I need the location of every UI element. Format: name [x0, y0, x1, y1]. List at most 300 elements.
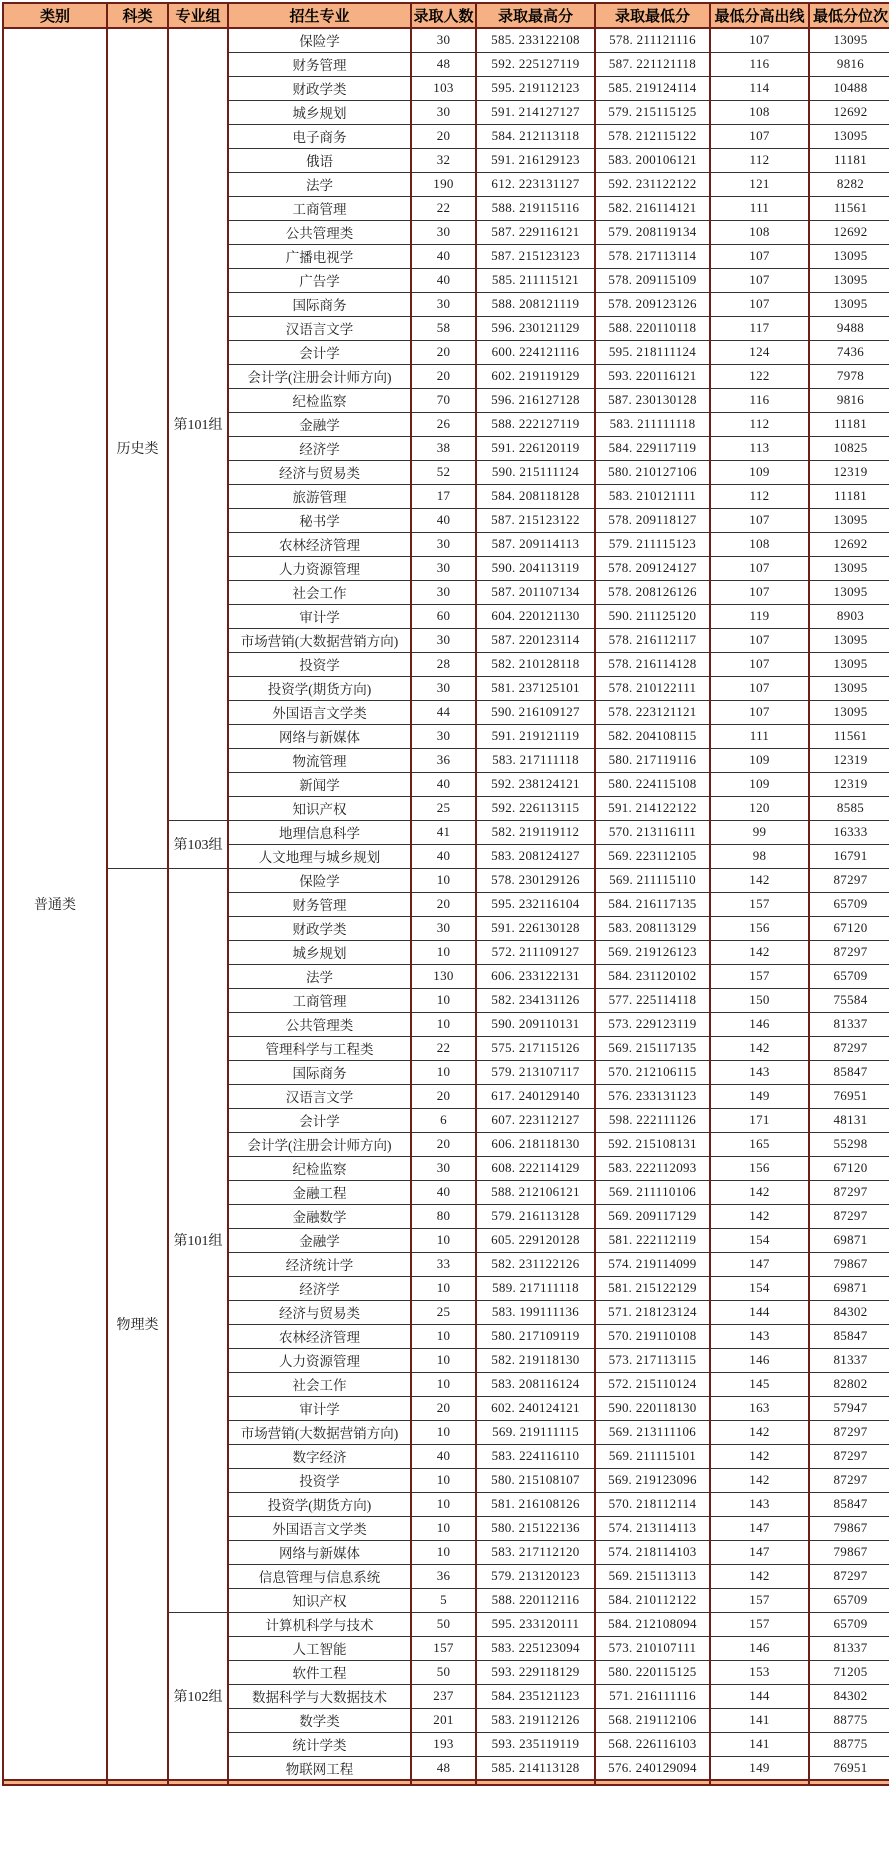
above-line-cell: 107 — [710, 628, 809, 652]
min-score-cell: 569. 209117129 — [595, 1204, 710, 1228]
major-cell: 财务管理 — [228, 52, 411, 76]
max-score-cell: 580. 217109119 — [476, 1324, 595, 1348]
min-score-cell: 592. 215108131 — [595, 1132, 710, 1156]
count-cell: 38 — [411, 436, 476, 460]
table-row — [3, 868, 889, 892]
count-cell: 190 — [411, 172, 476, 196]
max-score-cell: 602. 219119129 — [476, 364, 595, 388]
count-cell: 50 — [411, 1660, 476, 1684]
rank-cell: 13095 — [809, 292, 889, 316]
min-score-cell: 569. 223112105 — [595, 844, 710, 868]
above-line-cell: 117 — [710, 316, 809, 340]
major-cell: 计算机科学与技术 — [228, 1612, 411, 1636]
max-score-cell: 584. 208118128 — [476, 484, 595, 508]
rank-cell: 84302 — [809, 1300, 889, 1324]
rank-cell: 16333 — [809, 820, 889, 844]
rank-cell: 13095 — [809, 676, 889, 700]
table-header — [3, 3, 889, 28]
rank-cell: 12692 — [809, 100, 889, 124]
max-score-cell: 580. 215122136 — [476, 1516, 595, 1540]
above-line-cell: 107 — [710, 652, 809, 676]
min-score-cell: 578. 212115122 — [595, 124, 710, 148]
max-score-cell: 589. 217111118 — [476, 1276, 595, 1300]
above-line-cell: 157 — [710, 1588, 809, 1612]
above-line-cell: 142 — [710, 940, 809, 964]
rank-cell: 8903 — [809, 604, 889, 628]
max-score-cell: 583. 208116124 — [476, 1372, 595, 1396]
min-score-cell: 590. 220118130 — [595, 1396, 710, 1420]
count-cell: 10 — [411, 988, 476, 1012]
table-body — [3, 28, 889, 1785]
rank-cell: 12692 — [809, 532, 889, 556]
rank-cell: 81337 — [809, 1348, 889, 1372]
rank-cell: 87297 — [809, 1444, 889, 1468]
count-cell: 237 — [411, 1684, 476, 1708]
rank-cell: 13095 — [809, 628, 889, 652]
min-score-cell: 591. 214122122 — [595, 796, 710, 820]
major-cell: 投资学(期货方向) — [228, 676, 411, 700]
count-cell: 22 — [411, 1036, 476, 1060]
above-line-cell: 143 — [710, 1492, 809, 1516]
above-line-cell: 143 — [710, 1060, 809, 1084]
max-score-cell: 587. 215123123 — [476, 244, 595, 268]
above-line-cell: 122 — [710, 364, 809, 388]
count-cell: 40 — [411, 508, 476, 532]
count-cell: 130 — [411, 964, 476, 988]
col-header-above-line: 最低分高出线 — [710, 3, 809, 28]
major-cell: 汉语言文学 — [228, 316, 411, 340]
count-cell: 22 — [411, 196, 476, 220]
max-score-cell: 584. 235121123 — [476, 1684, 595, 1708]
rank-cell: 13095 — [809, 700, 889, 724]
count-cell: 36 — [411, 1564, 476, 1588]
min-score-cell: 569. 219123096 — [595, 1468, 710, 1492]
min-score-cell: 582. 216114121 — [595, 196, 710, 220]
count-cell: 10 — [411, 1420, 476, 1444]
min-score-cell: 584. 210112122 — [595, 1588, 710, 1612]
major-cell: 网络与新媒体 — [228, 1540, 411, 1564]
major-cell: 金融工程 — [228, 1180, 411, 1204]
min-score-cell: 578. 209118127 — [595, 508, 710, 532]
count-cell: 20 — [411, 340, 476, 364]
min-score-cell: 580. 220115125 — [595, 1660, 710, 1684]
major-cell: 农林经济管理 — [228, 532, 411, 556]
above-line-cell: 112 — [710, 148, 809, 172]
min-score-cell: 578. 209115109 — [595, 268, 710, 292]
rank-cell: 9816 — [809, 388, 889, 412]
rank-cell: 13095 — [809, 244, 889, 268]
cutoff-next-header-cell — [228, 1780, 411, 1785]
max-score-cell: 591. 226120119 — [476, 436, 595, 460]
above-line-cell: 108 — [710, 220, 809, 244]
above-line-cell: 147 — [710, 1516, 809, 1540]
above-line-cell: 142 — [710, 1204, 809, 1228]
min-score-cell: 571. 218123124 — [595, 1300, 710, 1324]
max-score-cell: 606. 233122131 — [476, 964, 595, 988]
count-cell: 10 — [411, 868, 476, 892]
above-line-cell: 107 — [710, 28, 809, 52]
max-score-cell: 588. 220112116 — [476, 1588, 595, 1612]
max-score-cell: 572. 211109127 — [476, 940, 595, 964]
rank-cell: 11561 — [809, 196, 889, 220]
max-score-cell: 585. 214113128 — [476, 1756, 595, 1780]
rank-cell: 48131 — [809, 1108, 889, 1132]
rank-cell: 88775 — [809, 1732, 889, 1756]
max-score-cell: 583. 219112126 — [476, 1708, 595, 1732]
major-cell: 城乡规划 — [228, 940, 411, 964]
count-cell: 20 — [411, 892, 476, 916]
max-score-cell: 583. 217112120 — [476, 1540, 595, 1564]
max-score-cell: 592. 238124121 — [476, 772, 595, 796]
major-cell: 会计学(注册会计师方向) — [228, 1132, 411, 1156]
above-line-cell: 142 — [710, 1468, 809, 1492]
max-score-cell: 588. 219115116 — [476, 196, 595, 220]
count-cell: 103 — [411, 76, 476, 100]
above-line-cell: 109 — [710, 460, 809, 484]
max-score-cell: 592. 225127119 — [476, 52, 595, 76]
count-cell: 10 — [411, 1012, 476, 1036]
rank-cell: 10488 — [809, 76, 889, 100]
major-cell: 知识产权 — [228, 1588, 411, 1612]
above-line-cell: 109 — [710, 772, 809, 796]
above-line-cell: 142 — [710, 1180, 809, 1204]
major-cell: 国际商务 — [228, 1060, 411, 1084]
min-score-cell: 587. 230130128 — [595, 388, 710, 412]
subject-cell: 历史类 — [107, 28, 168, 868]
admission-score-table — [2, 2, 889, 1786]
above-line-cell: 98 — [710, 844, 809, 868]
group-cell: 第102组 — [168, 1612, 228, 1780]
count-cell: 50 — [411, 1612, 476, 1636]
cutoff-next-header-cell — [710, 1780, 809, 1785]
max-score-cell: 592. 226113115 — [476, 796, 595, 820]
major-cell: 金融学 — [228, 412, 411, 436]
above-line-cell: 149 — [710, 1756, 809, 1780]
count-cell: 10 — [411, 1348, 476, 1372]
max-score-cell: 583. 225123094 — [476, 1636, 595, 1660]
above-line-cell: 147 — [710, 1252, 809, 1276]
min-score-cell: 576. 240129094 — [595, 1756, 710, 1780]
major-cell: 保险学 — [228, 868, 411, 892]
max-score-cell: 585. 211115121 — [476, 268, 595, 292]
min-score-cell: 570. 219110108 — [595, 1324, 710, 1348]
major-cell: 会计学 — [228, 340, 411, 364]
max-score-cell: 581. 237125101 — [476, 676, 595, 700]
min-score-cell: 587. 221121118 — [595, 52, 710, 76]
count-cell: 52 — [411, 460, 476, 484]
major-cell: 人力资源管理 — [228, 1348, 411, 1372]
rank-cell: 69871 — [809, 1276, 889, 1300]
min-score-cell: 569. 213111106 — [595, 1420, 710, 1444]
count-cell: 193 — [411, 1732, 476, 1756]
above-line-cell: 124 — [710, 340, 809, 364]
min-score-cell: 569. 211115110 — [595, 868, 710, 892]
above-line-cell: 150 — [710, 988, 809, 1012]
count-cell: 40 — [411, 1444, 476, 1468]
max-score-cell: 591. 219121119 — [476, 724, 595, 748]
major-cell: 投资学(期货方向) — [228, 1492, 411, 1516]
above-line-cell: 142 — [710, 1036, 809, 1060]
cutoff-next-header-cell — [107, 1780, 168, 1785]
count-cell: 48 — [411, 1756, 476, 1780]
above-line-cell: 109 — [710, 748, 809, 772]
rank-cell: 65709 — [809, 1612, 889, 1636]
min-score-cell: 576. 233131123 — [595, 1084, 710, 1108]
major-cell: 广播电视学 — [228, 244, 411, 268]
col-header-major-group: 专业组 — [168, 3, 228, 28]
major-cell: 电子商务 — [228, 124, 411, 148]
count-cell: 10 — [411, 1492, 476, 1516]
min-score-cell: 582. 204108115 — [595, 724, 710, 748]
max-score-cell: 588. 212106121 — [476, 1180, 595, 1204]
major-cell: 人文地理与城乡规划 — [228, 844, 411, 868]
max-score-cell: 595. 232116104 — [476, 892, 595, 916]
max-score-cell: 596. 230121129 — [476, 316, 595, 340]
major-cell: 农林经济管理 — [228, 1324, 411, 1348]
major-cell: 外国语言文学类 — [228, 1516, 411, 1540]
count-cell: 10 — [411, 940, 476, 964]
min-score-cell: 578. 211121116 — [595, 28, 710, 52]
above-line-cell: 107 — [710, 556, 809, 580]
cutoff-next-header-cell — [168, 1780, 228, 1785]
above-line-cell: 111 — [710, 724, 809, 748]
major-cell: 人力资源管理 — [228, 556, 411, 580]
min-score-cell: 573. 229123119 — [595, 1012, 710, 1036]
min-score-cell: 588. 220110118 — [595, 316, 710, 340]
major-cell: 旅游管理 — [228, 484, 411, 508]
max-score-cell: 590. 204113119 — [476, 556, 595, 580]
rank-cell: 87297 — [809, 1180, 889, 1204]
above-line-cell: 146 — [710, 1012, 809, 1036]
rank-cell: 87297 — [809, 1204, 889, 1228]
rank-cell: 87297 — [809, 868, 889, 892]
min-score-cell: 580. 217119116 — [595, 748, 710, 772]
major-cell: 经济与贸易类 — [228, 1300, 411, 1324]
count-cell: 157 — [411, 1636, 476, 1660]
rank-cell: 67120 — [809, 1156, 889, 1180]
rank-cell: 13095 — [809, 268, 889, 292]
table-row — [3, 28, 889, 52]
count-cell: 20 — [411, 1396, 476, 1420]
above-line-cell: 147 — [710, 1540, 809, 1564]
max-score-cell: 583. 224116110 — [476, 1444, 595, 1468]
max-score-cell: 583. 217111118 — [476, 748, 595, 772]
col-header-major: 招生专业 — [228, 3, 411, 28]
major-cell: 法学 — [228, 964, 411, 988]
major-cell: 金融学 — [228, 1228, 411, 1252]
above-line-cell: 171 — [710, 1108, 809, 1132]
max-score-cell: 579. 216113128 — [476, 1204, 595, 1228]
above-line-cell: 107 — [710, 124, 809, 148]
count-cell: 10 — [411, 1228, 476, 1252]
rank-cell: 16791 — [809, 844, 889, 868]
max-score-cell: 590. 209110131 — [476, 1012, 595, 1036]
count-cell: 30 — [411, 28, 476, 52]
rank-cell: 11181 — [809, 484, 889, 508]
count-cell: 20 — [411, 1132, 476, 1156]
count-cell: 30 — [411, 676, 476, 700]
above-line-cell: 157 — [710, 892, 809, 916]
major-cell: 物联网工程 — [228, 1756, 411, 1780]
major-cell: 财务管理 — [228, 892, 411, 916]
count-cell: 30 — [411, 724, 476, 748]
min-score-cell: 574. 219114099 — [595, 1252, 710, 1276]
col-header-category: 类别 — [3, 3, 107, 28]
above-line-cell: 154 — [710, 1228, 809, 1252]
col-header-rank: 最低分位次 — [809, 3, 889, 28]
major-cell: 国际商务 — [228, 292, 411, 316]
max-score-cell: 582. 234131126 — [476, 988, 595, 1012]
count-cell: 30 — [411, 628, 476, 652]
max-score-cell: 591. 216129123 — [476, 148, 595, 172]
min-score-cell: 584. 216117135 — [595, 892, 710, 916]
major-cell: 统计学类 — [228, 1732, 411, 1756]
major-cell: 知识产权 — [228, 796, 411, 820]
major-cell: 新闻学 — [228, 772, 411, 796]
major-cell: 财政学类 — [228, 916, 411, 940]
above-line-cell: 113 — [710, 436, 809, 460]
rank-cell: 84302 — [809, 1684, 889, 1708]
max-score-cell: 596. 216127128 — [476, 388, 595, 412]
major-cell: 纪检监察 — [228, 1156, 411, 1180]
count-cell: 80 — [411, 1204, 476, 1228]
count-cell: 33 — [411, 1252, 476, 1276]
rank-cell: 7978 — [809, 364, 889, 388]
max-score-cell: 595. 219112123 — [476, 76, 595, 100]
count-cell: 5 — [411, 1588, 476, 1612]
count-cell: 10 — [411, 1540, 476, 1564]
header-row — [3, 3, 889, 28]
max-score-cell: 604. 220121130 — [476, 604, 595, 628]
max-score-cell: 587. 229116121 — [476, 220, 595, 244]
col-header-count: 录取人数 — [411, 3, 476, 28]
rank-cell: 13095 — [809, 652, 889, 676]
max-score-cell: 588. 222127119 — [476, 412, 595, 436]
max-score-cell: 591. 226130128 — [476, 916, 595, 940]
rank-cell: 11561 — [809, 724, 889, 748]
count-cell: 20 — [411, 1084, 476, 1108]
min-score-cell: 568. 226116103 — [595, 1732, 710, 1756]
rank-cell: 57947 — [809, 1396, 889, 1420]
above-line-cell: 153 — [710, 1660, 809, 1684]
above-line-cell: 141 — [710, 1732, 809, 1756]
count-cell: 20 — [411, 124, 476, 148]
rank-cell: 8282 — [809, 172, 889, 196]
max-score-cell: 580. 215108107 — [476, 1468, 595, 1492]
min-score-cell: 584. 231120102 — [595, 964, 710, 988]
rank-cell: 85847 — [809, 1324, 889, 1348]
count-cell: 25 — [411, 796, 476, 820]
cutoff-next-header-cell — [476, 1780, 595, 1785]
max-score-cell: 575. 217115126 — [476, 1036, 595, 1060]
min-score-cell: 593. 220116121 — [595, 364, 710, 388]
category-cell: 普通类 — [3, 28, 107, 1780]
count-cell: 10 — [411, 1372, 476, 1396]
rank-cell: 65709 — [809, 892, 889, 916]
major-cell: 汉语言文学 — [228, 1084, 411, 1108]
rank-cell: 13095 — [809, 580, 889, 604]
major-cell: 经济学 — [228, 436, 411, 460]
rank-cell: 75584 — [809, 988, 889, 1012]
rank-cell: 7436 — [809, 340, 889, 364]
cutoff-next-header-cell — [411, 1780, 476, 1785]
max-score-cell: 582. 231122126 — [476, 1252, 595, 1276]
major-cell: 财政学类 — [228, 76, 411, 100]
major-cell: 工商管理 — [228, 988, 411, 1012]
group-cell: 第101组 — [168, 868, 228, 1612]
min-score-cell: 583. 208113129 — [595, 916, 710, 940]
max-score-cell: 578. 230129126 — [476, 868, 595, 892]
major-cell: 信息管理与信息系统 — [228, 1564, 411, 1588]
count-cell: 70 — [411, 388, 476, 412]
rank-cell: 87297 — [809, 940, 889, 964]
above-line-cell: 142 — [710, 868, 809, 892]
group-cell: 第103组 — [168, 820, 228, 868]
count-cell: 41 — [411, 820, 476, 844]
major-cell: 会计学 — [228, 1108, 411, 1132]
min-score-cell: 574. 218114103 — [595, 1540, 710, 1564]
count-cell: 36 — [411, 748, 476, 772]
above-line-cell: 120 — [710, 796, 809, 820]
max-score-cell: 612. 223131127 — [476, 172, 595, 196]
count-cell: 30 — [411, 532, 476, 556]
major-cell: 软件工程 — [228, 1660, 411, 1684]
rank-cell: 79867 — [809, 1516, 889, 1540]
rank-cell: 87297 — [809, 1036, 889, 1060]
max-score-cell: 587. 209114113 — [476, 532, 595, 556]
rank-cell: 9488 — [809, 316, 889, 340]
major-cell: 审计学 — [228, 1396, 411, 1420]
min-score-cell: 583. 210121111 — [595, 484, 710, 508]
rank-cell: 87297 — [809, 1564, 889, 1588]
count-cell: 30 — [411, 292, 476, 316]
min-score-cell: 583. 211111118 — [595, 412, 710, 436]
rank-cell: 13095 — [809, 124, 889, 148]
above-line-cell: 112 — [710, 484, 809, 508]
min-score-cell: 569. 215117135 — [595, 1036, 710, 1060]
min-score-cell: 578. 223121121 — [595, 700, 710, 724]
max-score-cell: 587. 220123114 — [476, 628, 595, 652]
max-score-cell: 608. 222114129 — [476, 1156, 595, 1180]
min-score-cell: 579. 211115123 — [595, 532, 710, 556]
above-line-cell: 111 — [710, 196, 809, 220]
count-cell: 58 — [411, 316, 476, 340]
min-score-cell: 592. 231122122 — [595, 172, 710, 196]
rank-cell: 85847 — [809, 1060, 889, 1084]
max-score-cell: 585. 233122108 — [476, 28, 595, 52]
min-score-cell: 568. 219112106 — [595, 1708, 710, 1732]
col-header-subject: 科类 — [107, 3, 168, 28]
max-score-cell: 587. 201107134 — [476, 580, 595, 604]
above-line-cell: 108 — [710, 100, 809, 124]
rank-cell: 12692 — [809, 220, 889, 244]
min-score-cell: 571. 216111116 — [595, 1684, 710, 1708]
max-score-cell: 605. 229120128 — [476, 1228, 595, 1252]
rank-cell: 65709 — [809, 964, 889, 988]
count-cell: 40 — [411, 244, 476, 268]
rank-cell: 88775 — [809, 1708, 889, 1732]
cutoff-next-header-cell — [809, 1780, 889, 1785]
min-score-cell: 581. 222112119 — [595, 1228, 710, 1252]
count-cell: 30 — [411, 580, 476, 604]
min-score-cell: 580. 210127106 — [595, 460, 710, 484]
max-score-cell: 590. 216109127 — [476, 700, 595, 724]
major-cell: 保险学 — [228, 28, 411, 52]
above-line-cell: 142 — [710, 1444, 809, 1468]
above-line-cell: 143 — [710, 1324, 809, 1348]
count-cell: 30 — [411, 100, 476, 124]
min-score-cell: 569. 211115101 — [595, 1444, 710, 1468]
